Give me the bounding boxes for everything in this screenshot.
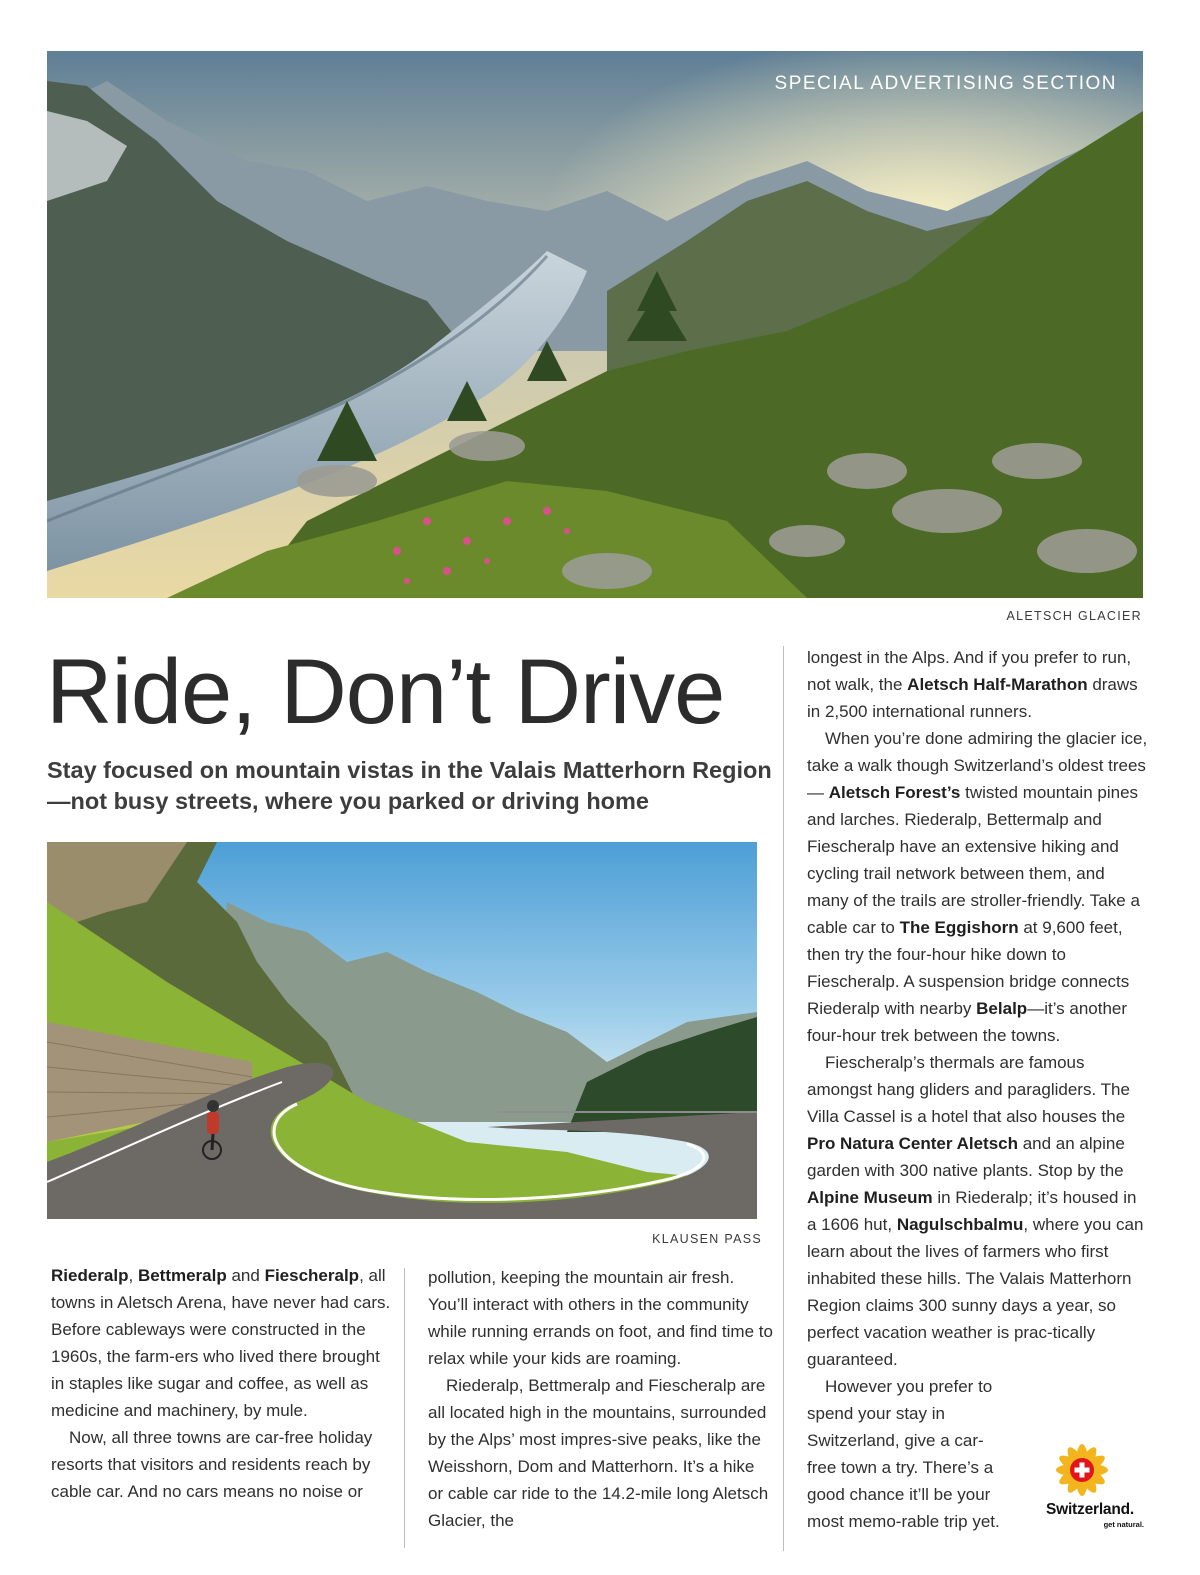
subheadline: Stay focused on mountain vistas in the Valais Matterhorn Region—not busy streets, where you parked or driving home bbox=[47, 757, 772, 814]
body-text-run: However you prefer to spend your stay in Switzerland, give a car-free town a try. There’s a good chance it’ll be your most memo-rable trip yet. bbox=[807, 1377, 1000, 1531]
body-text-run: and bbox=[226, 1266, 265, 1285]
body-text-run: in Riederalp; it’s housed in a 1606 hut, bbox=[807, 1188, 1137, 1234]
bold-place-name: Fiescheralp bbox=[264, 1266, 360, 1285]
body-text-run: , bbox=[128, 1266, 138, 1285]
body-column-1 bbox=[51, 1262, 391, 1505]
body-column-3 bbox=[807, 644, 1149, 1535]
special-advertising-label: SPECIAL ADVERTISING SECTION bbox=[774, 73, 1117, 94]
bold-place-name: Aletsch Forest’s bbox=[828, 783, 961, 802]
hero-photo-caption: ALETSCH GLACIER bbox=[1006, 609, 1142, 623]
col3-paragraph-1 bbox=[807, 644, 1149, 725]
col2-paragraph-2 bbox=[428, 1372, 773, 1534]
body-text-run: When you’re done admiring the glacier ice, take a walk though Switzerland’s oldest trees— bbox=[807, 729, 1148, 802]
bold-place-name: Bettmeralp bbox=[137, 1266, 227, 1285]
body-text-run: , where you can learn about the lives of farmers who first inhabited these hills. The Valais Matterhorn Region claims 300 sunny days a year, so perfect vacation weather is prac-tically guaranteed. bbox=[807, 1215, 1144, 1369]
hero-photo-aletsch-glacier bbox=[47, 51, 1143, 598]
logo-tagline: get natural. bbox=[1103, 1520, 1144, 1529]
body-text-run: at 9,600 feet, then try the four-hour hike down to Fiescheralp. A suspension bridge connects Riederalp with nearby bbox=[807, 918, 1130, 1018]
photo2-caption: KLAUSEN PASS bbox=[652, 1232, 762, 1246]
col3-paragraph-4 bbox=[807, 1373, 1007, 1535]
body-text-run: Riederalp, Bettmeralp and Fiescheralp are all located high in the mountains, surrounded by the Alps’ most impres-sive peaks, like the Weisshorn, Dom and Matterhorn. It’s a hike or cable car ride to the 14.2-mile long Aletsch Glacier, the bbox=[428, 1376, 769, 1530]
body-text-run: twisted mountain pines and larches. Riederalp, Bettermalp and Fiescheralp have an extensive hiking and cycling trail network between them, and many of the trails are stroller-friendly. Take a cable car to bbox=[807, 783, 1140, 937]
swiss-cross-flower-icon bbox=[1052, 1440, 1112, 1500]
klausen-pass-illustration bbox=[47, 842, 757, 1219]
column-rule-2 bbox=[783, 646, 784, 1551]
bold-place-name: Belalp bbox=[976, 999, 1028, 1018]
bold-place-name: Alpine Museum bbox=[807, 1188, 933, 1207]
col1-paragraph-2 bbox=[51, 1424, 391, 1505]
page-headline: Ride, Don’t Drive bbox=[46, 641, 725, 743]
col3-paragraph-3 bbox=[807, 1049, 1149, 1373]
switzerland-logo bbox=[1018, 1440, 1148, 1535]
bold-place-name: Pro Natura Center Aletsch bbox=[807, 1134, 1018, 1153]
col2-paragraph-1 bbox=[428, 1264, 773, 1372]
col3-paragraph-2 bbox=[807, 725, 1149, 1049]
logo-wordmark: Switzerland. bbox=[1045, 1501, 1134, 1518]
photo-klausen-pass bbox=[47, 842, 757, 1219]
bold-place-name: Nagulschbalmu bbox=[896, 1215, 1024, 1234]
column-rule-1 bbox=[404, 1268, 405, 1548]
bold-place-name: Aletsch Half-Marathon bbox=[907, 675, 1088, 694]
col1-paragraph-1 bbox=[51, 1262, 391, 1424]
body-text-run: Fiescheralp’s thermals are famous amongst hang gliders and paragliders. The Villa Cassel is a hotel that also houses the bbox=[807, 1053, 1130, 1126]
body-text-run: and an alpine garden with 300 native plants. Stop by the bbox=[807, 1134, 1125, 1180]
hero-landscape-illustration bbox=[47, 51, 1143, 598]
body-column-2 bbox=[428, 1264, 773, 1534]
body-text-run: , all towns in Aletsch Arena, have never had cars. Before cableways were constructed in the 1960s, the farm-ers who lived there brought in staples like sugar and coffee, as well as medicine and machinery, by mule. bbox=[51, 1266, 391, 1420]
body-text-run: longest in the Alps. And if you prefer to run, not walk, the bbox=[807, 648, 1132, 694]
body-text-run: —it’s another four-hour trek between the towns. bbox=[807, 999, 1128, 1045]
body-text-run: pollution, keeping the mountain air fresh. You’ll interact with others in the community while running errands on foot, and find time to relax while your kids are roaming. bbox=[428, 1268, 773, 1368]
bold-place-name: Riederalp bbox=[51, 1266, 129, 1285]
bold-place-name: The Eggishorn bbox=[899, 918, 1019, 937]
body-text-run: draws in 2,500 international runners. bbox=[807, 675, 1138, 721]
body-text-run: Now, all three towns are car-free holiday resorts that visitors and residents reach by cable car. And no cars means no noise or bbox=[51, 1428, 373, 1501]
